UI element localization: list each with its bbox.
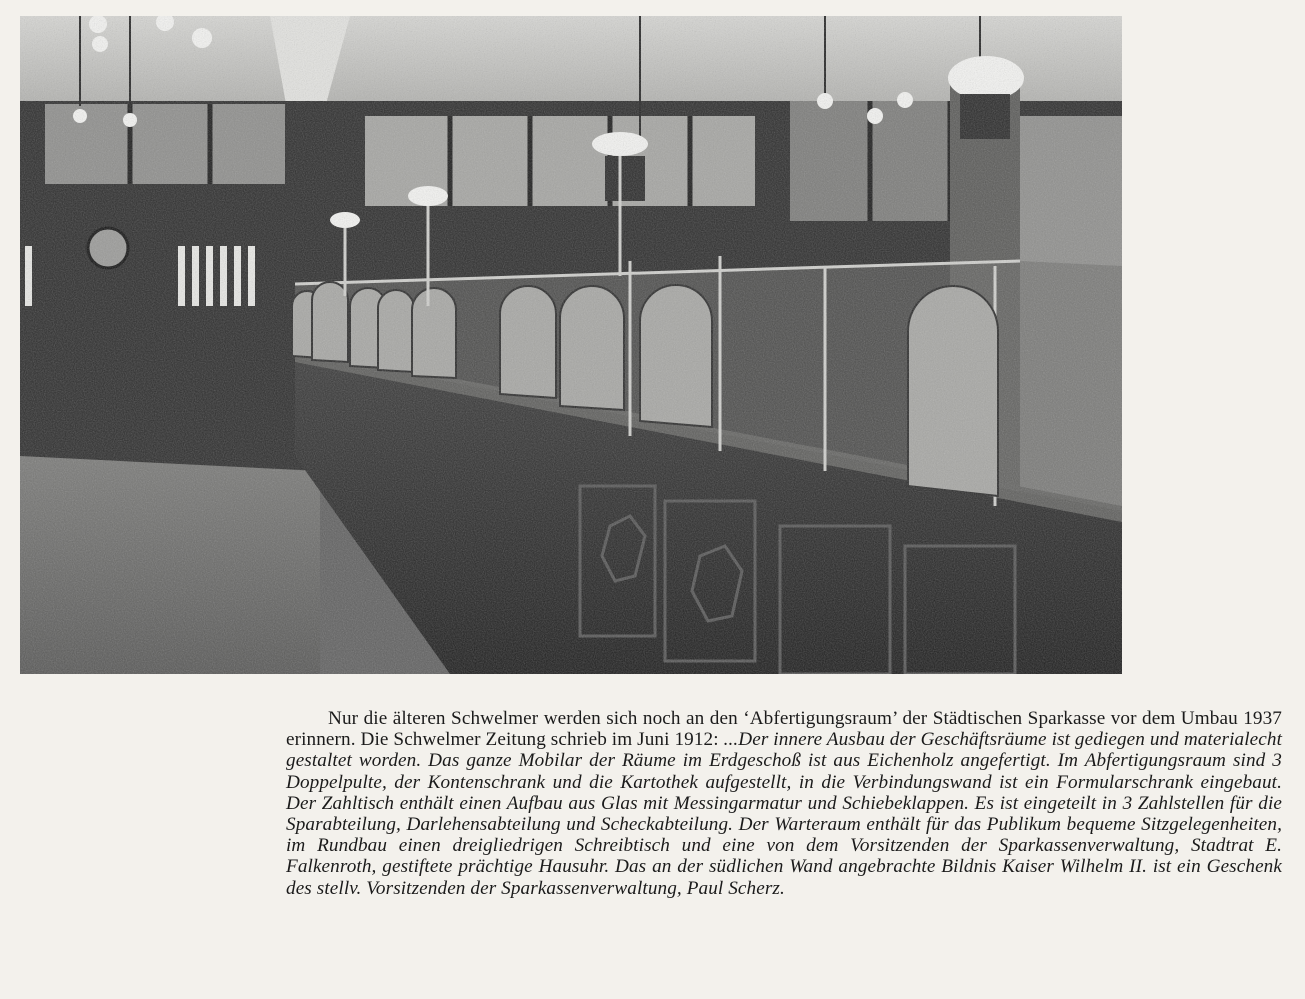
- caption-plain: Nur die älteren Schwelmer werden sich noch an den ‘Abfertigungsraum’ der Städtischen Sparkasse vor dem Umbau 1937 erinnern. Die Schwelmer Zeitung schrieb im Juni 1912:: [286, 708, 1282, 751]
- bank-hall-illustration: [20, 16, 1122, 674]
- caption-quote: ...Der innere Ausbau der Geschäftsräume ist gediegen und materialecht gestaltet worden. Das ganze Mobilar der Räume im Erdgeschoß ist aus Eichenholz angefertigt. Im Abfertigungsraum sind 3 Doppelpulte, der Kontenschrank und die Kartothek aufgestellt, in die Verbindungswand ist ein Formularschrank eingebaut. Der Zahltisch enthält einen Aufbau aus Glas mit Messingarmatur und Schiebeklappen. Es ist eingeteilt in 3 Zahlstellen für die Sparabteilung, Darlehensabteilung und Scheckabteilung. Der Warteraum enthält für das Publikum bequeme Sitzgelegenheiten, im Rundbau einen dreigliedrigen Schreibtisch und eine von dem Vorsitzenden der Sparkassenverwaltung, Stadtrat E. Falkenroth, gestiftete prächtige Hausuhr. Das an der südlichen Wand angebrachte Bildnis Kaiser Wilhelm II. ist ein Geschenk des stellv. Vorsitzenden der Sparkassenverwaltung, Paul Scherz.: [286, 729, 1283, 899]
- bank-hall-photograph: [20, 16, 1122, 674]
- caption-text: [286, 708, 1282, 899]
- photo-caption: [286, 708, 1282, 899]
